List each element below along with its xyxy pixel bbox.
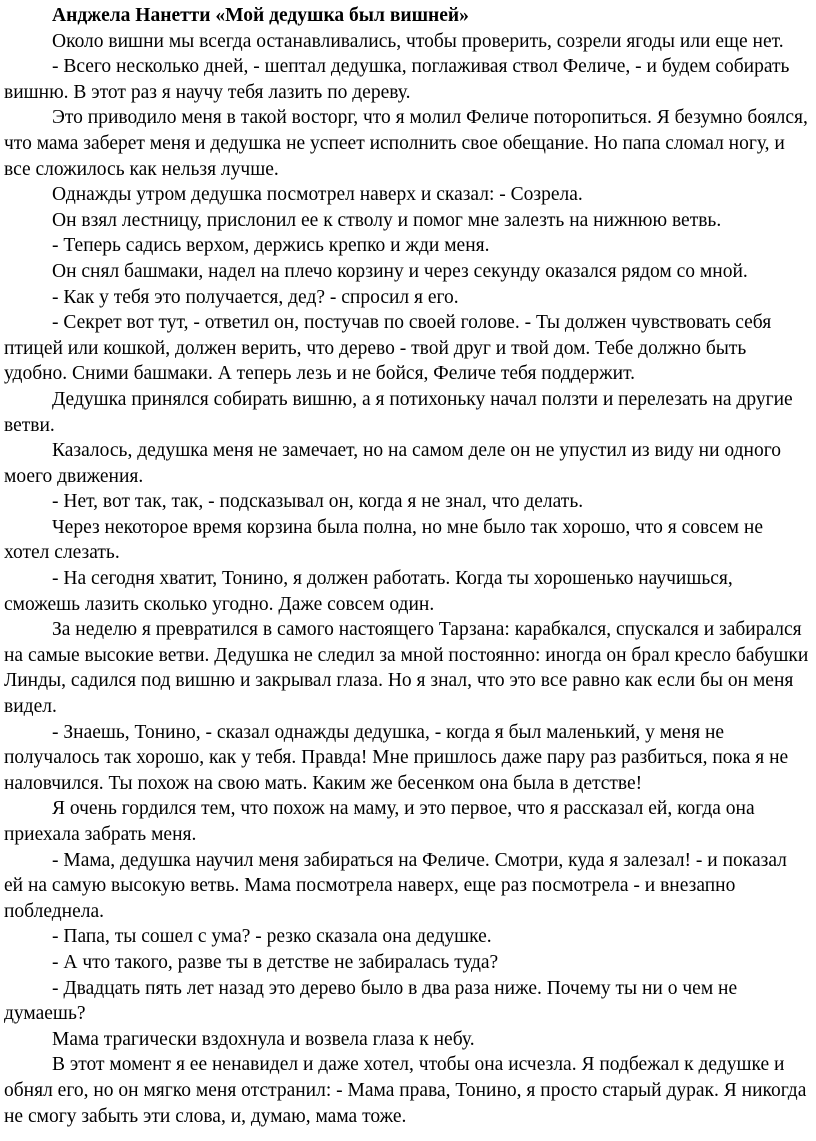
paragraph: Он снял башмаки, надел на плечо корзину и через секунду оказался рядом со мной. [52, 260, 748, 282]
paragraph: - А что такого, разве ты в детстве не забиралась туда? [52, 951, 499, 973]
paragraph: Я очень гордился тем, что похож на маму, и это первое, что я рассказал ей, когда она приехала забрать меня. [4, 798, 755, 845]
paragraph: За неделю я превратился в самого настоящего Тарзана: карабкался, спускался и забирался на самые высокие ветви. Дедушка не следил за мной постоянно: иногда он брал кресло бабушки Линды, садился под вишню и закрывал глаза. Но я знал, что это все равно как если бы он меня видел. [4, 619, 809, 718]
paragraph: - Секрет вот тут, - ответил он, постучав по своей голове. - Ты должен чувствовать себя птицей или кошкой, должен верить, что дерево - твой друг и твой дом. Тебе должно быть удобно. Сними башмаки. А теперь лезь и не бойся, Феличе тебя поддержит. [4, 312, 772, 385]
paragraph: - Папа, ты сошел с ума? - резко сказала она дедушке. [52, 926, 492, 948]
paragraph: Это приводило меня в такой восторг, что я молил Феличе поторопиться. Я безумно боялся, что мама заберет меня и дедушка не успеет исполнить свое обещание. Но папа сломал ногу, и все сложилось как нельзя лучше. [4, 107, 808, 180]
story-body [4, 29, 810, 1130]
paragraph: - Всего несколько дней, - шептал дедушка, поглаживая ствол Феличе, - и будем собирать вишню. В этот раз я научу тебя лазить по дереву. [4, 56, 790, 103]
paragraph: Казалось, дедушка меня не замечает, но на самом деле он не упустил из виду ни одного моего движения. [4, 440, 781, 487]
paragraph: Мама трагически вздохнула и возвела глаза к небу. [52, 1028, 475, 1050]
story-title: Анджела Нанетти «Мой дедушка был вишней» [52, 5, 469, 26]
paragraph: Через некоторое время корзина была полна, но мне было так хорошо, что я совсем не хотел слезать. [4, 516, 763, 564]
paragraph: - Двадцать пять лет назад это дерево было в два раза ниже. Почему ты ни о чем не думаешь? [4, 977, 738, 1025]
paragraph: В этот момент я ее ненавидел и даже хотел, чтобы она исчезла. Я подбежал к дедушке и обнял его, но он мягко меня отстранил: - Мама права, Тонино, я просто старый дурак. Я никогда не смогу забыть эти слова, и, думаю, мама тоже. [4, 1054, 807, 1127]
paragraph: - Знаешь, Тонино, - сказал однажды дедушка, - когда я был маленький, у меня не получалось так хорошо, как у тебя. Правда! Мне пришлось даже пару раз разбиться, пока я не наловчился. Ты похож на свою мать. Каким же бесенком она была в детстве! [4, 721, 789, 794]
paragraph: Он взял лестницу, прислонил ее к стволу и помог мне залезть на нижнюю ветвь. [52, 209, 722, 231]
paragraph: Дедушка принялся собирать вишню, а я потихоньку начал ползти и перелезать на другие ветви. [4, 388, 793, 436]
paragraph: - На сегодня хватит, Тонино, я должен работать. Когда ты хорошенько научишься, сможешь лазить сколько угодно. Даже совсем один. [4, 568, 733, 615]
paragraph: - Как у тебя это получается, дед? - спросил я его. [52, 286, 459, 308]
paragraph: - Мама, дедушка научил меня забираться на Феличе. Смотри, куда я залезал! - и показал ей на самую высокую ветвь. Мама посмотрела наверх, еще раз посмотрела - и внезапно побледнела. [4, 849, 787, 922]
paragraph: - Теперь садись верхом, держись крепко и жди меня. [52, 235, 490, 257]
paragraph: Однажды утром дедушка посмотрел наверх и сказал: - Созрела. [52, 184, 583, 206]
paragraph: Около вишни мы всегда останавливались, чтобы проверить, созрели ягоды или еще нет. [52, 30, 784, 52]
paragraph: - Нет, вот так, так, - подсказывал он, когда я не знал, что делать. [52, 491, 584, 513]
